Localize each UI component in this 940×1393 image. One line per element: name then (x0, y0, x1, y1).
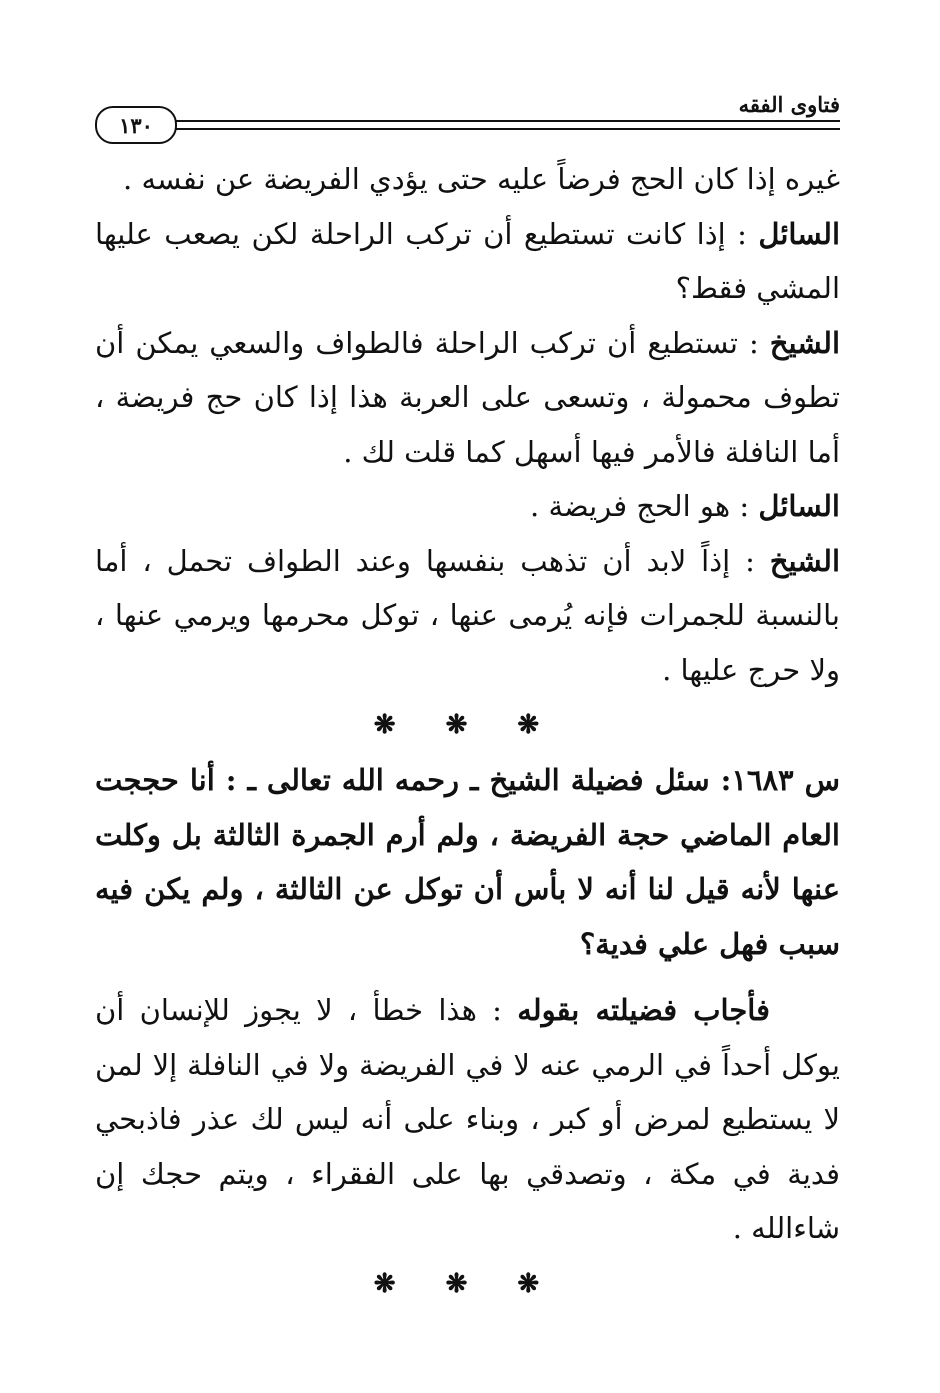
star-ornament-icon: ❋ (517, 1268, 562, 1299)
header-rule (175, 120, 840, 130)
dialogue-text: : هو الحج فريضة . (530, 489, 750, 523)
speaker-label: الشيخ (769, 543, 840, 578)
answer-lead: فأجاب فضيلته بقوله (517, 993, 771, 1027)
dialogue-answer-2 (95, 534, 840, 698)
fatwa-question: س ١٦٨٣: سئل فضيلة الشيخ ـ رحمه الله تعالى ـ : أنا حججت العام الماضي حجة الفريضة ، ولم أرم الجمرة الثالثة بل وكلت عنها لأنه قيل لنا أنه لا بأس أن توكل عن الثالثة ، ولم يكن فيه سبب فهل علي فدية؟ (95, 763, 841, 961)
dialogue-question-2 (95, 479, 840, 534)
book-title: فتاوى الفقه (738, 92, 840, 117)
speaker-label: السائل (758, 489, 840, 523)
paragraph-continuation: غيره إذا كان الحج فرضاً عليه حتى يؤدي الفريضة عن نفسه . (123, 162, 840, 196)
star-ornament-icon: ❋ (445, 1268, 490, 1299)
dialogue-text: : إذا كانت تستطيع أن تركب الراحلة لكن يصعب عليها المشي فقط؟ (95, 216, 840, 305)
dialogue-text: : إذاً لابد أن تذهب بنفسها وعند الطواف تحمل ، أما بالنسبة للجمرات فإنه يُرمى عنها ، توكل محرمها ويرمي عنها ، ولا حرج عليها . (95, 543, 840, 687)
dialogue-answer-1 (95, 316, 840, 480)
page-number-label: ١٣٠ (119, 112, 153, 138)
answer-text: : هذا خطأ ، لا يجوز للإنسان أن يوكل أحداً في الرمي عنه لا في الفريضة ولا في النافلة إلا لمن لا يستطيع لمرض أو كبر ، وبناء على أنه ليس لك عذر فاذبحي فدية في مكة ، وتصدقي بها على الفقراء ، ويتم حجك إن شاءالله . (95, 993, 841, 1245)
star-ornament-icon: ❋ (517, 710, 562, 740)
section-separator (95, 697, 840, 753)
star-ornament-icon: ❋ (373, 710, 418, 740)
section-separator (95, 1256, 840, 1312)
dialogue-text: : تستطيع أن تركب الراحلة فالطواف والسعي يمكن أن تطوف محمولة ، وتسعى على العربة هذا إذا كان حج فريضة ، أما النافلة فالأمر فيها أسهل كما قلت لك . (95, 325, 840, 469)
fatwa-answer (95, 983, 840, 1256)
star-ornament-icon: ❋ (373, 1268, 418, 1299)
star-ornament-icon: ❋ (445, 710, 490, 740)
page-header (95, 92, 840, 142)
speaker-label: الشيخ (769, 325, 840, 360)
speaker-label: السائل (758, 216, 841, 251)
page-number (95, 106, 177, 144)
dialogue-question-1 (95, 207, 840, 316)
page-body (95, 152, 840, 1312)
